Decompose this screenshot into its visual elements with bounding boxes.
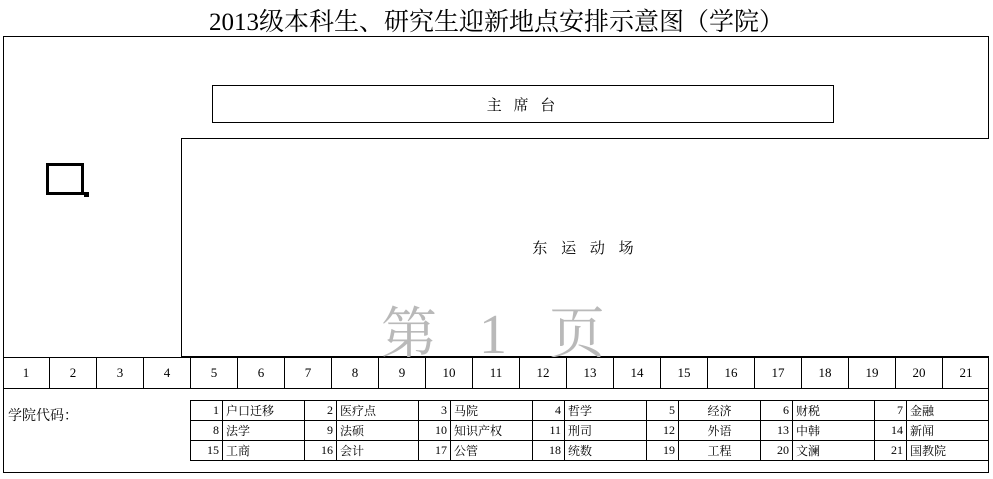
college-code: 7 bbox=[875, 401, 907, 421]
entrance-marker-dot-icon bbox=[84, 192, 89, 197]
booth-number-cell: 9 bbox=[379, 358, 426, 388]
booth-number-cell: 20 bbox=[896, 358, 943, 388]
college-code: 20 bbox=[761, 441, 793, 461]
college-name: 知识产权 bbox=[451, 421, 533, 441]
college-name: 法学 bbox=[223, 421, 305, 441]
college-name: 工程 bbox=[679, 441, 761, 461]
booth-number-cell: 4 bbox=[144, 358, 191, 388]
college-name: 中韩 bbox=[793, 421, 875, 441]
booth-number-cell: 12 bbox=[520, 358, 567, 388]
college-code: 13 bbox=[761, 421, 793, 441]
college-code: 4 bbox=[533, 401, 565, 421]
booth-number-cell: 17 bbox=[755, 358, 802, 388]
college-name: 新闻 bbox=[907, 421, 989, 441]
college-name: 户口迁移 bbox=[223, 401, 305, 421]
booth-number-strip bbox=[3, 357, 989, 389]
booth-number-cell: 13 bbox=[567, 358, 614, 388]
college-code: 9 bbox=[305, 421, 337, 441]
booth-number-cell: 7 bbox=[285, 358, 332, 388]
college-name: 医疗点 bbox=[337, 401, 419, 421]
table-row bbox=[191, 421, 989, 441]
college-name: 马院 bbox=[451, 401, 533, 421]
booth-number-cell: 21 bbox=[959, 365, 973, 380]
college-code: 10 bbox=[419, 421, 451, 441]
college-code: 6 bbox=[761, 401, 793, 421]
booth-number-cell: 8 bbox=[332, 358, 379, 388]
college-name: 工商 bbox=[223, 441, 305, 461]
booth-number-cell: 14 bbox=[614, 358, 661, 388]
college-code: 19 bbox=[647, 441, 679, 461]
college-code: 17 bbox=[419, 441, 451, 461]
entrance-marker-square bbox=[46, 163, 84, 195]
table-row bbox=[191, 401, 989, 421]
college-code: 21 bbox=[875, 441, 907, 461]
college-name: 哲学 bbox=[565, 401, 647, 421]
college-code: 2 bbox=[305, 401, 337, 421]
booth-number-cell: 16 bbox=[708, 358, 755, 388]
page-watermark: 第 1 页 bbox=[381, 304, 619, 366]
stage-label: 主 席 台 bbox=[486, 97, 560, 114]
east-sports-field-label: 东 运 动 场 bbox=[532, 241, 639, 257]
college-code: 14 bbox=[875, 421, 907, 441]
college-name: 金融 bbox=[907, 401, 989, 421]
college-code: 5 bbox=[647, 401, 679, 421]
east-sports-field-box bbox=[181, 138, 989, 357]
stage-box bbox=[212, 85, 834, 123]
college-name: 经济 bbox=[679, 401, 761, 421]
college-code-table bbox=[190, 400, 989, 461]
college-name: 法硕 bbox=[337, 421, 419, 441]
college-name: 公管 bbox=[451, 441, 533, 461]
college-name: 统数 bbox=[565, 441, 647, 461]
legend-title: 学院代码： bbox=[8, 409, 78, 424]
booth-number-cell: 2 bbox=[50, 358, 97, 388]
booth-number-cell: 5 bbox=[191, 358, 238, 388]
college-code: 15 bbox=[191, 441, 223, 461]
booth-number-cell: 19 bbox=[849, 358, 896, 388]
booth-number-cell: 6 bbox=[238, 358, 285, 388]
booth-number-cell: 11 bbox=[473, 358, 520, 388]
booth-number-cell: 15 bbox=[661, 358, 708, 388]
booth-number-cell: 18 bbox=[802, 358, 849, 388]
college-code: 18 bbox=[533, 441, 565, 461]
college-name: 外语 bbox=[679, 421, 761, 441]
college-code: 1 bbox=[191, 401, 223, 421]
college-code: 11 bbox=[533, 421, 565, 441]
college-code: 12 bbox=[647, 421, 679, 441]
college-name: 文澜 bbox=[793, 441, 875, 461]
college-name: 财税 bbox=[793, 401, 875, 421]
college-name: 刑司 bbox=[565, 421, 647, 441]
booth-number-cell: 1 bbox=[3, 358, 50, 388]
college-code: 8 bbox=[191, 421, 223, 441]
college-name: 国教院 bbox=[907, 441, 989, 461]
booth-number-cell: 10 bbox=[426, 358, 473, 388]
booth-number-cell: 3 bbox=[97, 358, 144, 388]
page-title: 2013级本科生、研究生迎新地点安排示意图（学院） bbox=[208, 9, 784, 36]
college-name: 会计 bbox=[337, 441, 419, 461]
table-row bbox=[191, 441, 989, 461]
college-code: 3 bbox=[419, 401, 451, 421]
college-code: 16 bbox=[305, 441, 337, 461]
